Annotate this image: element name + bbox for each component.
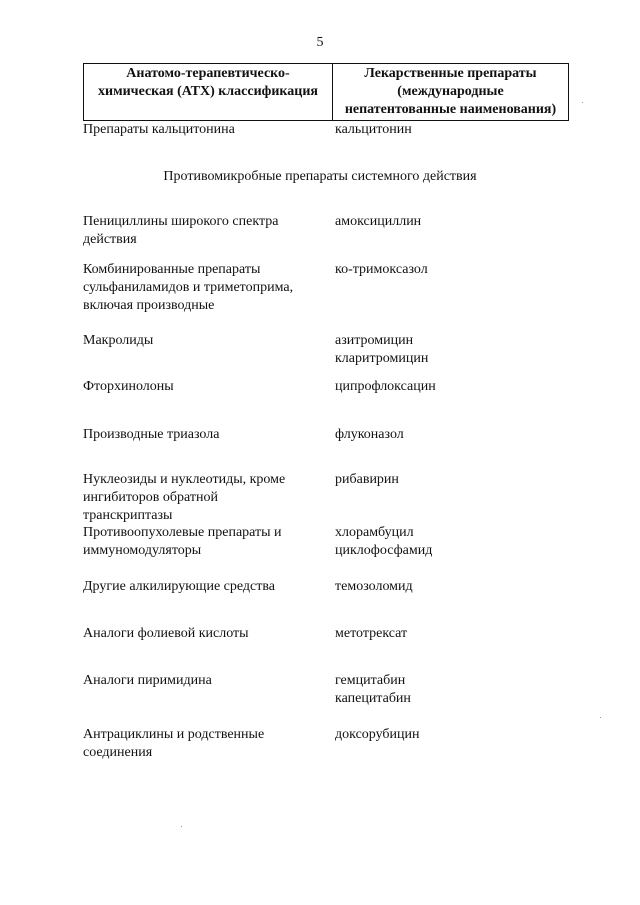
atc-group-line: ингибиторов обратной [83,490,218,505]
drug-name: темозоломид [335,579,413,594]
drug-names [335,213,565,231]
drug-names [335,672,565,708]
atc-group-line: иммуномодуляторы [83,543,202,558]
drug-name: доксорубицин [335,727,420,742]
atc-group [83,332,318,350]
drug-name: капецитабин [335,691,411,706]
atc-group [83,672,318,690]
drug-name: ко-тримоксазол [335,262,428,277]
header-medicines-line: (международные [397,84,504,99]
drug-names [335,578,565,596]
atc-group-line: Противоопухолевые препараты и [83,525,282,540]
drug-name: хлорамбуцил [335,525,414,540]
atc-group [83,471,318,525]
atc-group [83,426,318,444]
row-drug-calcitonin: кальцитонин [335,122,412,137]
drug-names [335,332,565,368]
atc-group-line: включая производные [83,298,215,313]
atc-group-line: Макролиды [83,333,154,348]
atc-group-line: Антрациклины и родственные [83,727,265,742]
section-title: Противомикробные препараты системного действия [163,169,477,184]
drug-name: гемцитабин [335,673,406,688]
header-atc-classification [84,64,333,121]
header-medicines-line: непатентованные наименования) [344,102,557,117]
drug-name: амоксициллин [335,214,422,229]
atc-group-line: Комбинированные препараты [83,262,261,277]
drug-names [335,726,565,744]
drug-names [335,625,565,643]
drug-name: метотрексат [335,626,408,641]
atc-group-line: Фторхинолоны [83,379,174,394]
atc-group [83,378,318,396]
drug-name: азитромицин [335,333,414,348]
scan-speck [600,717,601,718]
classification-table-header [83,63,569,121]
header-atc-line: Анатомо-терапевтическо- [126,66,290,81]
header-medicines [333,64,569,121]
atc-group-line: Другие алкилирующие средства [83,579,276,594]
drug-names [335,471,565,489]
atc-group-line: Производные триазола [83,427,220,442]
atc-group [83,578,318,596]
drug-name: флуконазол [335,427,404,442]
atc-group-line: Аналоги фолиевой кислоты [83,626,249,641]
drug-name: ципрофлоксацин [335,379,436,394]
drug-names [335,426,565,444]
atc-group [83,213,318,249]
scan-speck [582,102,583,103]
drug-name: циклофосфамид [335,543,433,558]
drug-names [335,524,565,560]
atc-group-line: сульфаниламидов и триметоприма, [83,280,294,295]
drug-name: рибавирин [335,472,399,487]
atc-group [83,524,318,560]
drug-names [335,378,565,396]
atc-group-line: действия [83,232,137,247]
drug-name: кларитромицин [335,351,429,366]
atc-group [83,261,318,315]
drug-names [335,261,565,279]
atc-group [83,625,318,643]
atc-group [83,726,318,762]
scan-speck [181,826,182,827]
header-medicines-line: Лекарственные препараты [364,66,537,81]
atc-group-line: Нуклеозиды и нуклеотиды, кроме [83,472,286,487]
header-atc-line: химическая (АТХ) классификация [98,84,318,99]
atc-group-line: соединения [83,745,153,760]
page-number: 5 [316,35,324,50]
row-atc-calcitonin: Препараты кальцитонина [83,122,235,137]
atc-group-line: Пенициллины широкого спектра [83,214,279,229]
atc-group-line: Аналоги пиримидина [83,673,212,688]
atc-group-line: транскриптазы [83,508,173,523]
